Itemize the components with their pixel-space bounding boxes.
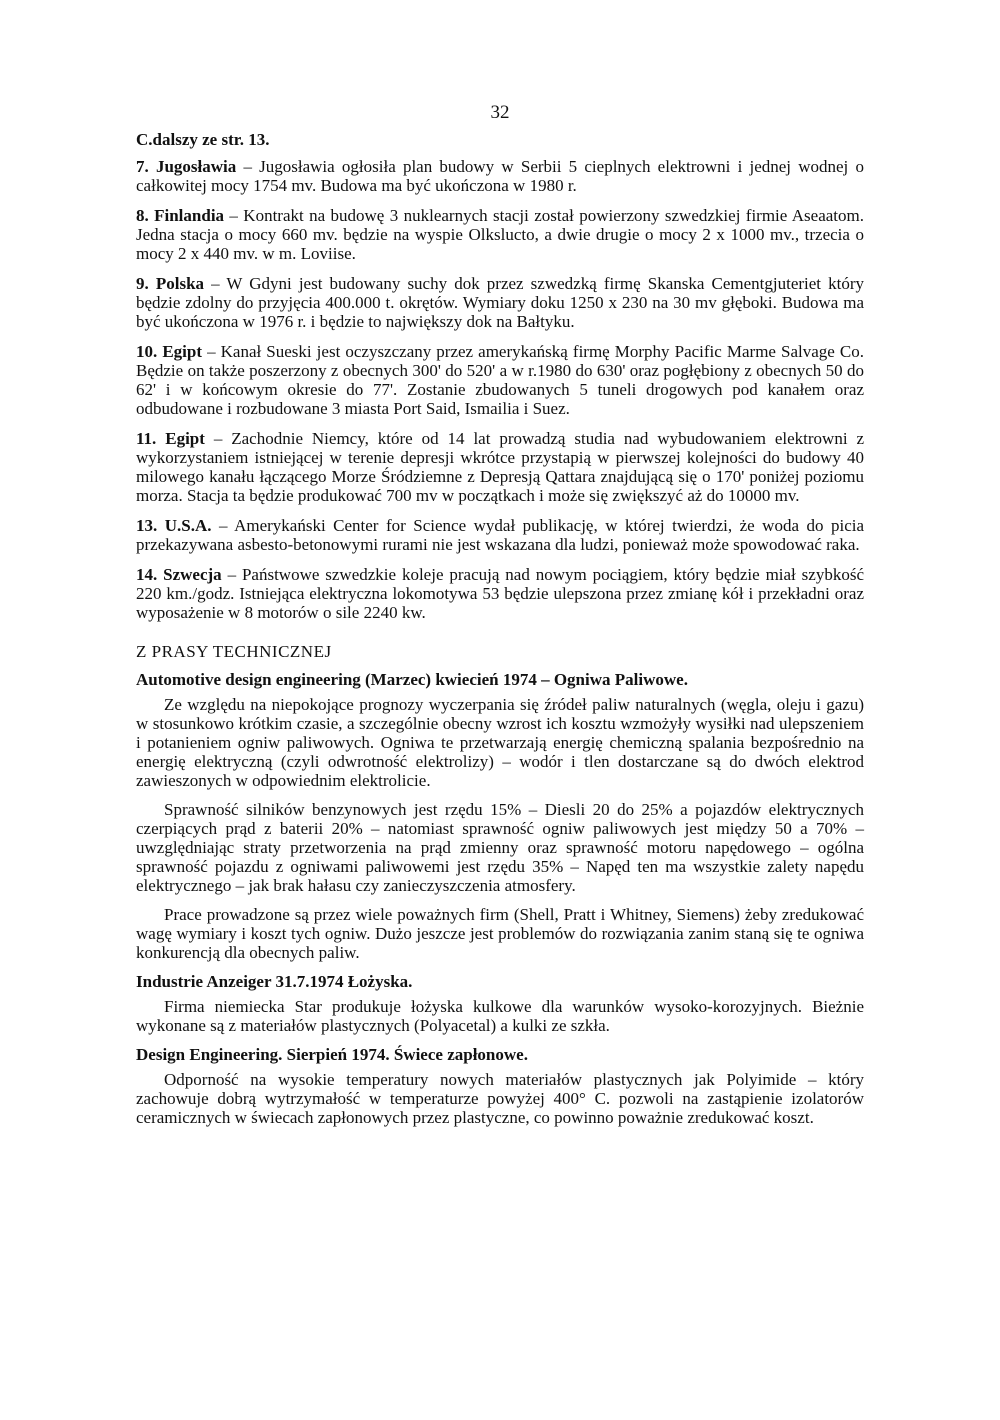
item-label: 9. Polska (136, 274, 205, 293)
article-paragraph: Odporność na wysokie temperatury nowych materiałów plastycznych jak Polyimide – który zachowuje dobrą wytrzymałość w temperaturze powyżej 400° C. pozwoli na zastąpienie izolatorów ceramicznych w świecach zapłonowych przez plastyczne, co powinno poważnie zredukować koszt. (136, 1070, 864, 1127)
news-items (136, 157, 864, 622)
news-item (136, 274, 864, 331)
news-item (136, 516, 864, 554)
item-text: – Państwowe szwedzkie koleje pracują nad nowym pociągiem, który będzie miał szybkość 220 km./godz. Istniejąca elektryczna lokomotywa 53 będzie ulepszona przez zmianę kół i przekładni oraz wyposażenie w 8 motorów o sile 2240 kw. (136, 565, 864, 622)
item-text: – Kontrakt na budowę 3 nuklearnych stacji został powierzony szwedzkiej firmie Aseaatom. Jedna stacja o mocy 660 mv. będzie na wyspie Olkslucto, a dwie drugie o mocy 2 x 1000 mv., trzecia o mocy 2 x 440 mv. w m. Loviise. (136, 206, 864, 263)
item-text: – Jugosławia ogłosiła plan budowy w Serbii 5 cieplnych elektrowni i jednej wodnej o całkowitej mocy 1754 mv. Budowa ma być ukończona w 1980 r. (136, 157, 864, 195)
article-heading: Design Engineering. Sierpień 1974. Świece zapłonowe. (136, 1045, 528, 1064)
item-label: 13. U.S.A. (136, 516, 212, 535)
news-item (136, 429, 864, 505)
article-heading: Automotive design engineering (Marzec) kwiecień 1974 – Ogniwa Paliwowe. (136, 670, 688, 689)
item-text: – Kanał Sueski jest oczyszczany przez amerykańską firmę Morphy Pacific Marme Salvage Co. Będzie on także poszerzony z obecnych 300' do 520' a w r.1980 do 630' oraz pogłębiony z obecnych 50 do 62' i w końcowym okresie do 77'. Zostanie zbudowanych 5 tuneli drogowych pod kanałem oraz odbudowane i rozbudowane 3 miasta Port Said, Ismailia i Suez. (136, 342, 864, 418)
continued-note: C.dalszy ze str. 13. (136, 130, 270, 149)
article-heading: Industrie Anzeiger 31.7.1974 Łożyska. (136, 972, 413, 991)
item-label: 10. Egipt (136, 342, 202, 361)
article-paragraph: Firma niemiecka Star produkuje łożyska kulkowe dla warunków wysoko-korozyjnych. Bieżnie wykonane są z materiałów plastycznych (Polyacetal) a kulki ze szkła. (136, 997, 864, 1035)
item-text: – Zachodnie Niemcy, które od 14 lat prowadzą studia nad wybudowaniem elektrowni z wykorzystaniem istniejącej w terenie depresji wkrótce przystapią w pierwszej kolejności do budowy 40 milowego kanału łączącego Morze Śródziemne z Depresją Qattara znajdującą się o 170' poniżej poziomu morza. Stacja ta będzie produkować 700 mv w początkach i może się zwiększyć aż do 10000 mv. (136, 429, 864, 505)
item-text: – W Gdyni jest budowany suchy dok przez szwedzką firmę Skanska Cementgjuteriet który będzie zdolny do przyjęcia 400.000 t. okrętów. Wymiary doku 1250 x 230 na 30 mv głęboki. Budowa ma być ukończona w 1976 r. i będzie to największy dok na Bałtyku. (136, 274, 864, 331)
page-number: 32 (490, 102, 510, 123)
item-label: 7. Jugosławia (136, 157, 237, 176)
item-text: – Amerykański Center for Science wydał publikację, w której twierdzi, że woda do picia przekazywana asbesto-betonowymi rurami nie jest wskazana dla ludzi, ponieważ może spowodować raka. (136, 516, 865, 554)
article-paragraph: Ze względu na niepokojące prognozy wyczerpania się źródeł paliw naturalnych (węgla, oleju i gazu) w stosunkowo krótkim czasie, a szczególnie obecny wzrost ich kosztu wzmożyły wysiłki nad ulepszeniem i potanieniem ogniw paliwowych. Ogniwa te przetwarzają energię chemiczną spalania bezpośrednio na energię elektryczną (czyli odwrotność elektrolizy) – wodór i tlen dostarczane są do dwóch elektrod zawieszonych w odpowiednim elektrolicie. (136, 695, 864, 790)
news-item (136, 565, 864, 622)
news-item (136, 206, 864, 263)
news-item (136, 157, 864, 195)
item-label: 8. Finlandia (136, 206, 225, 225)
page-content (136, 130, 864, 1137)
item-label: 14. Szwecja (136, 565, 222, 584)
article (136, 1045, 864, 1127)
article (136, 972, 864, 1035)
article-paragraph: Prace prowadzone są przez wiele poważnych firm (Shell, Pratt i Whitney, Siemens) żeby zredukować wagę wymiary i koszt tych ogniw. Dużo jeszcze jest problemów do rozwiązania zanim staną się te ogniwa konkurencją dla obecnych paliw. (136, 905, 864, 962)
item-label: 11. Egipt (136, 429, 205, 448)
news-item (136, 342, 864, 418)
article (136, 670, 864, 962)
section-title: Z PRASY TECHNICZNEJ (136, 642, 332, 661)
article-paragraph: Sprawność silników benzynowych jest rzędu 15% – Diesli 20 do 25% a pojazdów elektrycznych czerpiących prąd z baterii 20% – natomiast sprawność ogniw paliwowych jest między 50 a 70% – uwzględniając straty przetworzenia na prąd zmienny oraz sprawność motoru napędowego – ogólna sprawność pojazdu z ogniwami paliwowemi jest rzędu 35% – Napęd ten ma wszystkie zalety napędu elektrycznego – jak brak hałasu czy zanieczyszczenia atmosfery. (136, 800, 864, 895)
